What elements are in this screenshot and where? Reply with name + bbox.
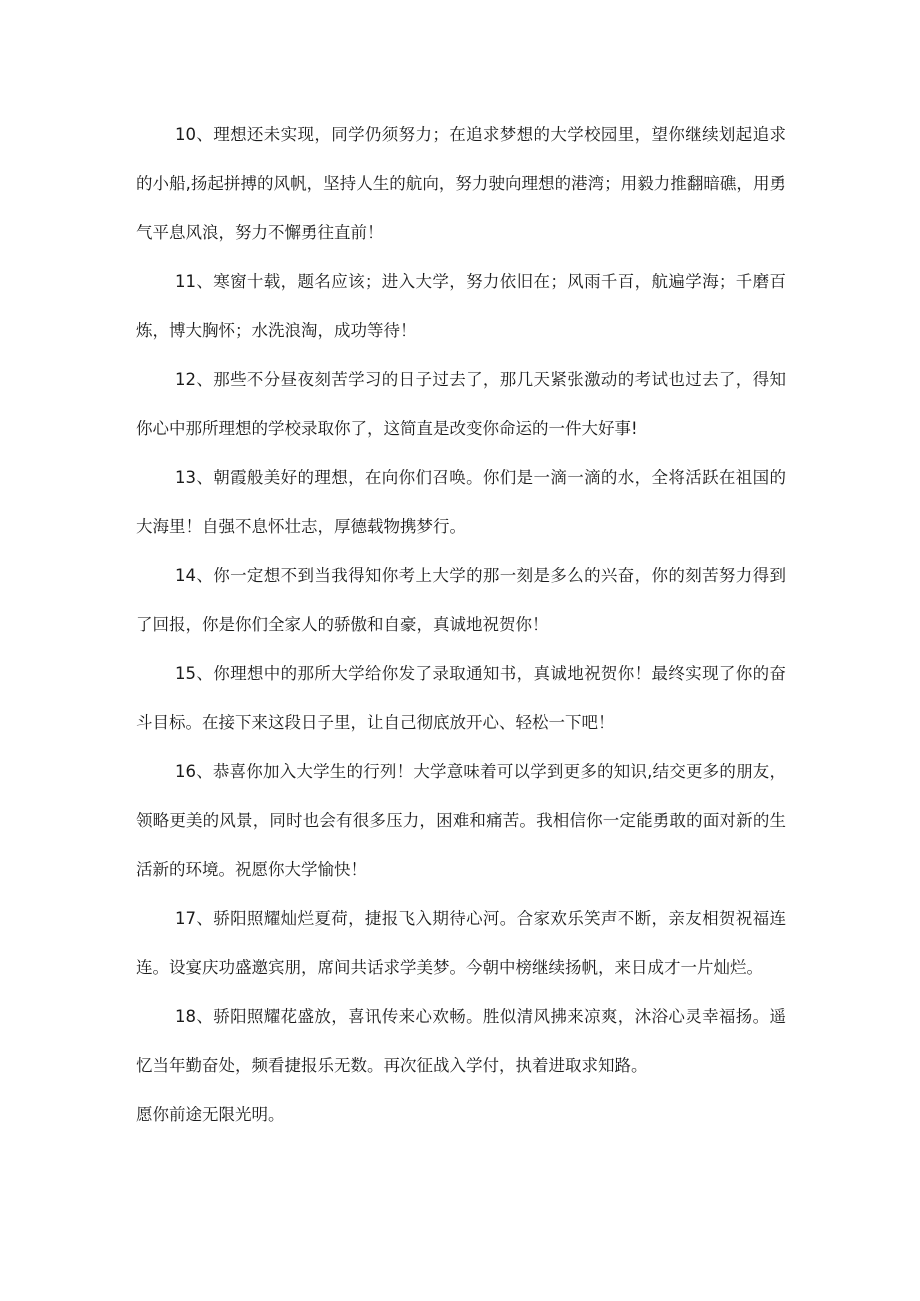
paragraph-18: 18、骄阳照耀花盛放，喜讯传来心欢畅。胜似清风拂来凉爽，沐浴心灵幸福扬。遥忆当年勤奋处，频看捷报乐无数。再次征战入学付，执着进取求知路。 <box>136 1007 786 1075</box>
paragraph-12: 12、那些不分昼夜刻苦学习的日子过去了，那几天紧张激动的考试也过去了，得知你心中那所理想的学校录取你了，这简直是改变你命运的一件大好事! <box>136 370 786 438</box>
paragraph-14: 14、你一定想不到当我得知你考上大学的那一刻是多么的兴奋，你的刻苦努力得到了回报，你是你们全家人的骄傲和自豪，真诚地祝贺你！ <box>136 566 786 634</box>
paragraph-15: 15、你理想中的那所大学给你发了录取通知书，真诚地祝贺你！最终实现了你的奋斗目标。在接下来这段日子里，让自己彻底放开心、轻松一下吧！ <box>136 664 786 732</box>
paragraph-10: 10、理想还未实现，同学仍须努力；在追求梦想的大学校园里，望你继续划起追求的小船,扬起拼搏的风帆，坚持人生的航向，努力驶向理想的港湾；用毅力推翻暗礁，用勇气平息风浪，努力不懈勇往直前！ <box>136 125 786 242</box>
closing-line: 愿你前途无限光明。 <box>136 1105 285 1124</box>
paragraph-16: 16、恭喜你加入大学生的行列！大学意味着可以学到更多的知识,结交更多的朋友，领略更美的风景，同时也会有很多压力，困难和痛苦。我相信你一定能勇敢的面对新的生活新的环境。祝愿你大学愉快！ <box>136 762 786 879</box>
paragraph-13: 13、朝霞般美好的理想，在向你们召唤。你们是一滴一滴的水，全将活跃在祖国的大海里！自强不息怀壮志，厚德载物携梦行。 <box>136 468 786 536</box>
document-body <box>136 110 786 1139</box>
paragraph-11: 11、寒窗十载，题名应该；进入大学，努力依旧在；风雨千百，航遍学海；千磨百炼，博大胸怀；水洗浪淘，成功等待！ <box>136 272 786 340</box>
paragraph-17: 17、骄阳照耀灿烂夏荷，捷报飞入期待心河。合家欢乐笑声不断，亲友相贺祝福连连。设宴庆功盛邀宾朋，席间共话求学美梦。今朝中榜继续扬帆，来日成才一片灿烂。 <box>136 909 786 977</box>
